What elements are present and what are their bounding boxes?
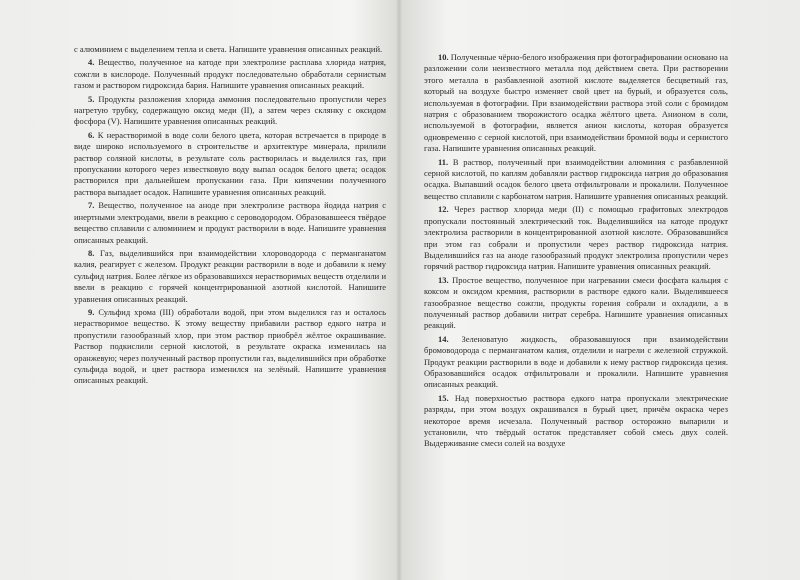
problem-number: 6. <box>88 129 95 140</box>
problem-8 <box>74 248 386 305</box>
problem-number: 4. <box>88 57 95 68</box>
problem-number: 8. <box>88 247 95 258</box>
problem-11 <box>424 157 728 203</box>
problem-14 <box>424 334 728 391</box>
problem-13 <box>424 275 728 332</box>
problem-15 <box>424 393 728 450</box>
problem-text: Через раствор хлорида меди (II) с помощью графитовых электродов пропускали постоянный электрический ток. Выделившийся на катоде продукт электролиза растворили в концентрированной азотной кислоте. Образовавшийся при этом газ собрали и пропустили через раствор гидроксида натрия. Выделившийся газ на аноде газообразный продукт электролиза пропустили через горячий раствор гидроксида натрия. Напишите уравнения описанных реакций. <box>424 204 728 272</box>
problem-number: 11. <box>438 156 449 167</box>
problem-number: 13. <box>438 274 449 285</box>
problem-text: Сульфид хрома (III) обработали водой, при этом выделился газ и осталось нерастворимое вещество. К этому веществу прибавили раствор едкого натра и пропустили газообразный хлор, при этом раствор приобрёл жёлтое окрашивание. Раствор подкислили серной кислотой, в результате окраска изменилась на оранжевую; через полученный раствор пропустили газ, выделившийся при обработке сульфида водой, и цвет раствора изменился на зелёный. Напишите уравнения описанных реакций. <box>74 306 387 386</box>
left-page <box>74 44 386 389</box>
problem-5 <box>74 94 386 128</box>
problem-text: Зеленоватую жидкость, образовавшуюся при взаимодействии бромоводорода с перманганатом калия, отделили и нагрели с железной стружкой. Продукт реакции растворили в воде и добавили к нему раствор гидроксида цезия. Образовавшийся осадок отфильтровали и прокалили. Напишите уравнения описанных реакций. <box>424 333 728 390</box>
problem-number: 15. <box>438 392 449 403</box>
problem-text: Вещество, полученное на катоде при электролизе расплава хлорида натрия, сожгли в кислороде. Полученный продукт последовательно обработали сернистым газом и раствором гидроксида бария. Напишите уравнения описанных реакций. <box>74 57 387 91</box>
problem-number: 10. <box>438 52 449 62</box>
problem-6 <box>74 130 386 198</box>
problem-text: В раствор, полученный при взаимодействии алюминия с разбавленной серной кислотой, по каплям добавляли раствор гидроксида натрия до образования осадка. Выпавший осадок белого цвета отфильтровали и прокалили. Полученное вещество сплавили с карбонатом натрия. Напишите уравнения описанных реакций. <box>424 156 728 201</box>
problem-9 <box>74 307 386 387</box>
problem-7 <box>74 200 386 246</box>
problem-number: 14. <box>438 333 449 344</box>
problem-text: Продукты разложения хлорида аммония последовательно пропустили через нагретую трубку, содержащую оксид меди (II), а затем через склянку с оксидом фосфора (V). Напишите уравнения описанных реакций. <box>74 93 386 127</box>
problem-number: 12. <box>438 204 449 215</box>
continuation-text: с алюминием с выделением тепла и света. Напишите уравнения описанных реакций. <box>74 44 383 54</box>
problem-number: 5. <box>88 93 95 104</box>
problem-10 <box>424 52 728 155</box>
problem-12 <box>424 204 728 272</box>
problem-number: 7. <box>88 200 95 211</box>
problem-text: Полученные чёрно-белого изображения при фотографировании основано на разложении соли неизвестного металла под действием света. При растворении этого металла в разбавленной азотной кислоте выделяется бесцветный газ, который на воздухе быстро изменяет свой цвет на бурый, и образуется соль, используемая в фотографии. При взаимодействии раствора этой соли с бромидом натрия с образованием творожистого осадка жёлтого цвета. Анионом в соли, используемой в фотографии, является анион кислоты, которая образуется одновременно с серной кислотой, при взаимодействии бромной воды и сернистого газа. Напишите уравнения описанных реакций. <box>424 52 728 154</box>
page-gutter <box>396 0 402 580</box>
problem-text: Газ, выделившийся при взаимодействии хлороводорода с перманганатом калия, реагирует с железом. Продукт реакции растворили в воде и добавили к нему сульфид натрия. Более лёгкое из образовавшихся нерастворимых веществ отделили и ввели в реакцию с горячей концентрированной азотной кислотой. Напишите уравнения описанных реакций. <box>74 247 387 304</box>
problem-4 <box>74 57 386 91</box>
problem-number: 9. <box>88 306 95 317</box>
problem-text: Над поверхностью раствора едкого натра пропускали электрические разряды, при этом воздух окрашивался в бурый цвет, причём окраска через некоторое время исчезала. Полученный раствор осторожно выпарили и установили, что твёрдый остаток представляет собой смесь двух солей. Выдерживание смеси солей на воздухе <box>424 392 729 449</box>
problem-text: Простое вещество, полученное при нагревании смеси фосфата кальция с коксом и оксидом кремния, растворили в растворе едкого кали. Выделившееся газообразное вещество сожгли, продукты горения собрали и охладили, а в полученный раствор добавили нитрат серебра. Напишите уравнения описанных реакций. <box>424 274 729 331</box>
problem-text: К нерастворимой в воде соли белого цвета, которая встречается в природе в виде широко используемого в строительстве и архитектуре минерала, прилили раствор соляной кислоты, в результате соль растворилась и выделился газ, при пропускании которого через известковую воду выпал осадок белого цвета; осадок растворился при дальнейшем пропускании газа. При кипячении полученного раствора выпадает осадок. Напишите уравнения описанных реакций. <box>74 129 386 197</box>
right-page <box>424 52 728 452</box>
problem-text: Вещество, полученное на аноде при электролизе раствора йодида натрия с инертными электродами, ввели в реакцию с сероводородом. Образовавшееся твёрдое вещество сплавили с алюминием и продукт растворили в воде. Напишите уравнения описанных реакций. <box>74 200 386 245</box>
